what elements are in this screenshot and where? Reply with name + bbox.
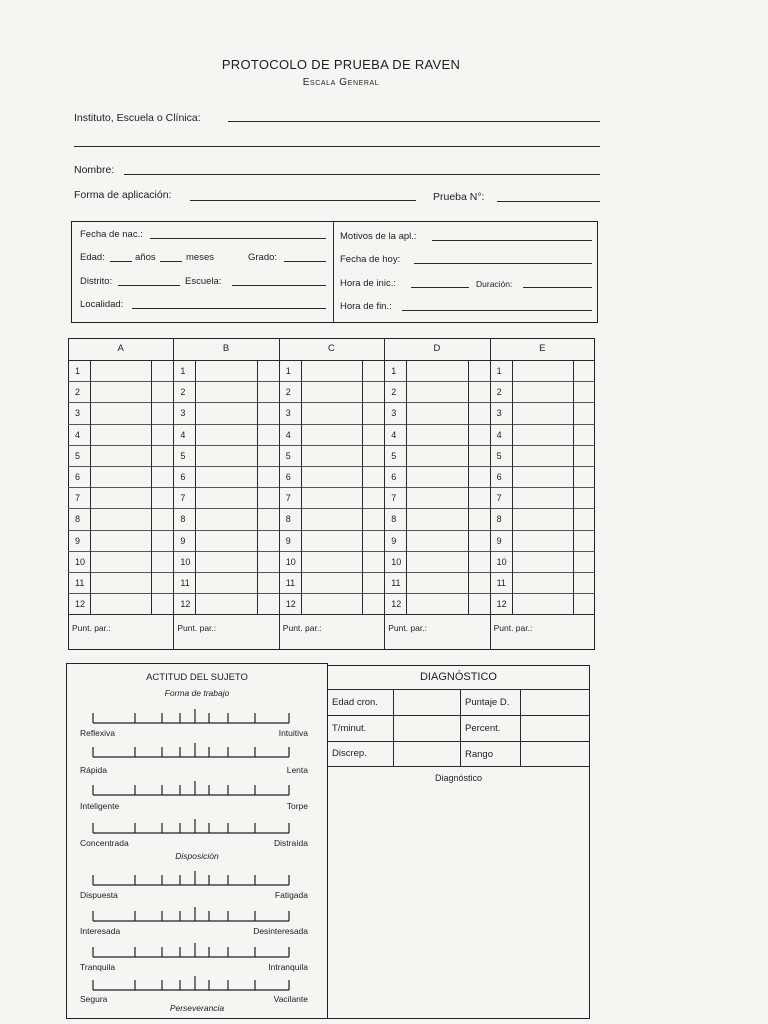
edad-meses-field[interactable]	[160, 261, 182, 262]
answer-cell[interactable]	[513, 531, 572, 550]
check-cell[interactable]	[258, 594, 278, 613]
instituto-label: Instituto, Escuela o Clínica:	[74, 112, 201, 124]
row-number: 9	[180, 535, 186, 546]
row-number: 11	[496, 578, 506, 588]
check-cell[interactable]	[258, 509, 278, 528]
check-cell[interactable]	[258, 425, 278, 444]
row-number: 6	[391, 472, 397, 482]
answer-cell[interactable]	[302, 488, 361, 507]
punt-par-label: Punt. par.:	[72, 623, 111, 634]
row-number: 12	[285, 599, 296, 610]
answer-cell[interactable]	[91, 425, 150, 444]
nombre-label: Nombre:	[74, 164, 115, 176]
check-cell[interactable]	[258, 552, 278, 571]
row-number: 4	[285, 429, 291, 440]
check-cell[interactable]	[574, 425, 594, 444]
diag-col-3	[520, 689, 521, 766]
punt-par-label: Punt. par.:	[282, 623, 322, 634]
row-number: 4	[75, 429, 81, 440]
rating-scale-2[interactable]	[80, 743, 310, 763]
check-cell[interactable]	[363, 361, 383, 380]
check-cell[interactable]	[469, 446, 489, 465]
check-cell[interactable]	[363, 382, 383, 401]
answer-cell[interactable]	[513, 573, 572, 592]
row-number: 1	[75, 366, 81, 376]
row-number: 9	[285, 535, 291, 546]
duracion-label: Duración:	[476, 279, 513, 289]
check-cell[interactable]	[363, 488, 383, 507]
edad-anos-field[interactable]	[110, 261, 132, 262]
check-cell[interactable]	[152, 425, 172, 444]
grado-label: Grado:	[248, 252, 278, 263]
rango-label: Rango	[465, 749, 493, 760]
grid-footer-rule	[68, 614, 595, 615]
answer-cell[interactable]	[91, 446, 150, 465]
row-number: 3	[285, 408, 291, 419]
check-cell[interactable]	[363, 573, 383, 592]
rating-scale-8[interactable]	[80, 976, 310, 996]
check-cell[interactable]	[152, 488, 172, 507]
row-number: 3	[496, 408, 502, 419]
check-cell[interactable]	[363, 594, 383, 613]
row-number: 6	[75, 472, 81, 482]
answer-cell[interactable]	[513, 552, 572, 571]
check-cell[interactable]	[258, 488, 278, 507]
row-number: 7	[391, 493, 397, 504]
nombre-field[interactable]	[124, 174, 600, 175]
answer-cell[interactable]	[91, 361, 150, 380]
instituto-field[interactable]	[228, 121, 600, 122]
forma-aplicacion-field[interactable]	[190, 200, 416, 201]
escuela-field[interactable]	[232, 285, 326, 286]
row-number: 10	[75, 556, 86, 567]
check-cell[interactable]	[574, 382, 594, 401]
row-number: 4	[391, 429, 397, 440]
form-subtitle: Escala General	[302, 77, 380, 88]
diagnostico-subheading: Diagnóstico	[434, 773, 483, 783]
answer-cell[interactable]	[513, 446, 572, 465]
scale-right-label: Intuitiva	[278, 728, 308, 738]
rating-scale-3[interactable]	[80, 781, 310, 801]
puntaje-d-field[interactable]	[522, 691, 588, 713]
check-cell[interactable]	[152, 446, 172, 465]
answer-cell[interactable]	[407, 446, 466, 465]
diag-col-2	[460, 689, 461, 766]
answer-cell[interactable]	[91, 403, 150, 422]
check-cell[interactable]	[363, 509, 383, 528]
row-number: 11	[180, 578, 190, 588]
answer-cell[interactable]	[91, 573, 150, 592]
answer-cell[interactable]	[196, 573, 255, 592]
scale-left-label: Inteligente	[80, 801, 120, 811]
check-cell[interactable]	[574, 446, 594, 465]
punt-par-label: Punt. par.:	[388, 623, 427, 634]
row-number: 3	[75, 408, 81, 419]
hora-inic-field[interactable]	[411, 287, 469, 288]
check-cell[interactable]	[469, 361, 489, 380]
row-number: 4	[496, 429, 502, 440]
row-number: 7	[180, 493, 186, 504]
answer-cell[interactable]	[196, 425, 255, 444]
instituto-field-line2[interactable]	[74, 146, 600, 147]
row-number: 2	[496, 387, 502, 398]
distrito-field[interactable]	[118, 285, 180, 286]
punt-par-label: Punt. par.:	[493, 623, 533, 634]
escuela-label: Escuela:	[185, 276, 222, 287]
check-cell[interactable]	[152, 573, 172, 592]
answer-cell[interactable]	[302, 467, 361, 486]
answer-cell[interactable]	[513, 403, 572, 422]
answer-cell[interactable]	[196, 467, 255, 486]
answer-cell[interactable]	[407, 425, 466, 444]
rating-scale-5[interactable]	[80, 871, 310, 891]
answer-cell[interactable]	[407, 361, 466, 380]
check-cell[interactable]	[258, 573, 278, 592]
row-number: 10	[180, 556, 191, 567]
rating-scale-1[interactable]	[80, 709, 310, 729]
row-number: 6	[180, 472, 186, 482]
answer-cell[interactable]	[407, 573, 466, 592]
check-cell[interactable]	[363, 403, 383, 422]
row-number: 6	[285, 472, 291, 482]
answer-cell[interactable]	[302, 403, 361, 422]
row-number: 8	[496, 514, 502, 525]
motivos-field[interactable]	[432, 240, 592, 241]
answer-cell[interactable]	[302, 594, 361, 613]
check-cell[interactable]	[152, 382, 172, 401]
answer-cell[interactable]	[513, 467, 572, 486]
t-minut-label: T/minut.	[332, 723, 367, 734]
row-number: 1	[496, 366, 502, 376]
series-header-a: A	[117, 343, 124, 354]
disposicion-heading: Disposición	[175, 851, 219, 861]
answer-cell[interactable]	[91, 552, 150, 571]
row-number: 2	[75, 387, 81, 398]
check-cell[interactable]	[574, 403, 594, 422]
answer-cell[interactable]	[91, 382, 150, 401]
answer-cell[interactable]	[302, 552, 361, 571]
answer-cell[interactable]	[196, 594, 255, 613]
answer-cell[interactable]	[91, 531, 150, 550]
localidad-field[interactable]	[132, 308, 326, 309]
rating-scale-6[interactable]	[80, 907, 310, 927]
check-cell[interactable]	[363, 425, 383, 444]
diag-rule-4	[328, 766, 589, 767]
check-cell[interactable]	[574, 531, 594, 550]
check-cell[interactable]	[258, 467, 278, 486]
row-number: 5	[285, 450, 291, 461]
row-number: 8	[285, 514, 291, 525]
forma-trabajo-heading: Forma de trabajo	[164, 688, 230, 698]
row-number: 2	[285, 387, 291, 398]
check-cell[interactable]	[469, 531, 489, 550]
scale-left-label: Reflexiva	[80, 728, 115, 738]
perseverancia-heading: Perseverancia	[169, 1003, 225, 1013]
series-header-c: C	[328, 343, 335, 354]
rating-scale-7[interactable]	[80, 943, 310, 963]
row-number: 12	[75, 599, 86, 610]
check-cell[interactable]	[258, 531, 278, 550]
row-number: 2	[180, 387, 186, 398]
actitud-title: ACTITUD DEL SUJETO	[146, 672, 248, 683]
check-cell[interactable]	[574, 552, 594, 571]
row-number: 5	[391, 450, 397, 461]
localidad-label: Localidad:	[80, 299, 124, 310]
hora-fin-field[interactable]	[402, 310, 592, 311]
answer-cell[interactable]	[302, 531, 361, 550]
answer-cell[interactable]	[302, 446, 361, 465]
fecha-nac-field[interactable]	[150, 238, 326, 239]
scale-left-label: Dispuesta	[80, 890, 118, 900]
answer-cell[interactable]	[91, 509, 150, 528]
diag-col-1	[393, 689, 394, 766]
grid-series-divider	[173, 338, 174, 650]
scale-right-label: Desinteresada	[253, 926, 308, 936]
check-cell[interactable]	[258, 382, 278, 401]
answer-cell[interactable]	[302, 425, 361, 444]
answer-cell[interactable]	[407, 594, 466, 613]
check-cell[interactable]	[574, 488, 594, 507]
answer-cell[interactable]	[91, 594, 150, 613]
discrep-label: Discrep.	[332, 748, 367, 759]
check-cell[interactable]	[469, 552, 489, 571]
check-cell[interactable]	[363, 467, 383, 486]
grid-series-divider	[279, 338, 280, 650]
row-number: 10	[285, 556, 296, 567]
edad-label: Edad:	[80, 252, 105, 263]
answer-cell[interactable]	[196, 509, 255, 528]
answer-cell[interactable]	[407, 467, 466, 486]
check-cell[interactable]	[363, 446, 383, 465]
answer-cell[interactable]	[407, 382, 466, 401]
check-cell[interactable]	[469, 382, 489, 401]
row-number: 9	[391, 535, 397, 546]
answer-cell[interactable]	[513, 382, 572, 401]
answer-cell[interactable]	[407, 403, 466, 422]
scale-left-label: Concentrada	[80, 838, 129, 848]
answer-cell[interactable]	[513, 361, 572, 380]
answer-cell[interactable]	[196, 446, 255, 465]
check-cell[interactable]	[258, 446, 278, 465]
answer-cell[interactable]	[196, 403, 255, 422]
distrito-label: Distrito:	[80, 276, 113, 287]
answer-cell[interactable]	[91, 488, 150, 507]
row-number: 10	[496, 556, 507, 567]
answer-cell[interactable]	[196, 361, 255, 380]
check-cell[interactable]	[152, 361, 172, 380]
edad-cron-field[interactable]	[395, 691, 458, 713]
scale-right-label: Lenta	[286, 765, 308, 775]
row-number: 8	[75, 514, 81, 525]
answer-cell[interactable]	[407, 488, 466, 507]
grid-series-divider	[490, 338, 491, 650]
t-minut-field[interactable]	[395, 717, 458, 739]
percent-label: Percent.	[465, 723, 501, 734]
punt-par-label: Punt. par.:	[177, 623, 217, 634]
check-cell[interactable]	[152, 552, 172, 571]
row-number: 11	[391, 578, 401, 588]
row-number: 1	[391, 366, 397, 376]
row-number: 1	[285, 366, 291, 376]
check-cell[interactable]	[574, 573, 594, 592]
check-cell[interactable]	[469, 425, 489, 444]
scale-left-label: Rápida	[80, 765, 107, 775]
row-number: 12	[496, 599, 507, 610]
series-header-b: B	[222, 343, 230, 354]
answer-cell[interactable]	[196, 488, 255, 507]
scale-left-label: Segura	[80, 994, 108, 1004]
row-number: 2	[391, 387, 397, 398]
forma-aplicacion-label: Forma de aplicación:	[74, 189, 172, 201]
meses-label: meses	[186, 252, 214, 263]
answer-cell[interactable]	[302, 573, 361, 592]
answer-cell[interactable]	[513, 509, 572, 528]
scale-right-label: Torpe	[286, 801, 308, 811]
diagnostico-text-area[interactable]	[331, 790, 586, 1015]
row-number: 3	[391, 408, 397, 419]
row-number: 7	[75, 493, 81, 504]
row-number: 9	[496, 535, 502, 546]
info-box-divider	[333, 222, 334, 322]
check-cell[interactable]	[469, 509, 489, 528]
answer-cell[interactable]	[513, 425, 572, 444]
answer-cell[interactable]	[513, 488, 572, 507]
answer-cell[interactable]	[407, 509, 466, 528]
check-cell[interactable]	[469, 573, 489, 592]
row-number: 5	[180, 450, 186, 461]
scale-left-label: Interesada	[80, 926, 121, 936]
form-title: PROTOCOLO DE PRUEBA DE RAVEN	[221, 57, 461, 72]
check-cell[interactable]	[574, 467, 594, 486]
series-header-d: D	[433, 343, 441, 354]
row-number: 12	[391, 599, 402, 610]
scale-left-label: Tranquila	[80, 962, 116, 972]
grado-field[interactable]	[284, 261, 326, 262]
row-number: 3	[180, 408, 186, 419]
answer-cell[interactable]	[196, 552, 255, 571]
fecha-hoy-field[interactable]	[414, 263, 592, 264]
hora-fin-label: Hora de fin.:	[340, 301, 392, 312]
percent-field[interactable]	[522, 717, 588, 739]
fecha-nac-label: Fecha de nac.:	[80, 229, 143, 240]
row-number: 11	[285, 578, 296, 588]
duracion-field[interactable]	[523, 287, 592, 288]
diag-rule-3	[328, 741, 589, 742]
edad-cron-label: Edad cron.	[332, 697, 378, 708]
scale-right-label: Vacilante	[273, 994, 308, 1004]
row-number: 5	[496, 450, 502, 461]
rango-field[interactable]	[522, 743, 588, 764]
row-number: 7	[285, 493, 291, 504]
row-number: 1	[180, 366, 186, 376]
scale-right-label: Distraída	[273, 838, 308, 848]
row-number: 7	[496, 493, 502, 504]
check-cell[interactable]	[574, 361, 594, 380]
answer-cell[interactable]	[407, 531, 466, 550]
answer-cell[interactable]	[302, 509, 361, 528]
check-cell[interactable]	[469, 467, 489, 486]
scale-right-label: Fatigada	[274, 890, 308, 900]
answer-cell[interactable]	[196, 382, 255, 401]
check-cell[interactable]	[152, 403, 172, 422]
answer-cell[interactable]	[407, 552, 466, 571]
discrep-field[interactable]	[395, 743, 458, 764]
puntaje-d-label: Puntaje D.	[465, 697, 510, 708]
series-header-e: E	[539, 343, 546, 354]
row-number: 6	[496, 472, 502, 482]
row-number: 5	[75, 450, 81, 461]
row-number: 9	[75, 535, 81, 546]
check-cell[interactable]	[363, 552, 383, 571]
grid-series-divider	[384, 338, 385, 650]
row-number: 4	[180, 429, 186, 440]
check-cell[interactable]	[152, 531, 172, 550]
diagnostico-title: DIAGNÓSTICO	[419, 671, 497, 683]
check-cell[interactable]	[152, 594, 172, 613]
check-cell[interactable]	[469, 488, 489, 507]
row-number: 8	[180, 514, 186, 525]
prueba-label: Prueba N°:	[433, 191, 485, 203]
rating-scale-4[interactable]	[80, 819, 310, 839]
check-cell[interactable]	[469, 594, 489, 613]
check-cell[interactable]	[258, 361, 278, 380]
row-number: 8	[391, 514, 397, 525]
prueba-field[interactable]	[497, 201, 600, 202]
answer-cell[interactable]	[302, 382, 361, 401]
diag-rule-2	[328, 715, 589, 716]
answer-cell[interactable]	[302, 361, 361, 380]
row-number: 11	[75, 578, 85, 588]
motivos-label: Motivos de la apl.:	[340, 231, 417, 242]
check-cell[interactable]	[574, 594, 594, 613]
check-cell[interactable]	[469, 403, 489, 422]
answer-cell[interactable]	[91, 467, 150, 486]
check-cell[interactable]	[258, 403, 278, 422]
hora-inic-label: Hora de inic.:	[340, 278, 396, 289]
anos-label: años	[135, 252, 156, 263]
row-number: 10	[391, 556, 402, 567]
fecha-hoy-label: Fecha de hoy:	[340, 254, 401, 265]
answer-cell[interactable]	[513, 594, 572, 613]
check-cell[interactable]	[152, 509, 172, 528]
scale-right-label: Intranquila	[268, 962, 308, 972]
answer-cell[interactable]	[196, 531, 255, 550]
row-number: 12	[180, 599, 191, 610]
check-cell[interactable]	[152, 467, 172, 486]
diag-rule-1	[328, 689, 589, 690]
check-cell[interactable]	[363, 531, 383, 550]
check-cell[interactable]	[574, 509, 594, 528]
